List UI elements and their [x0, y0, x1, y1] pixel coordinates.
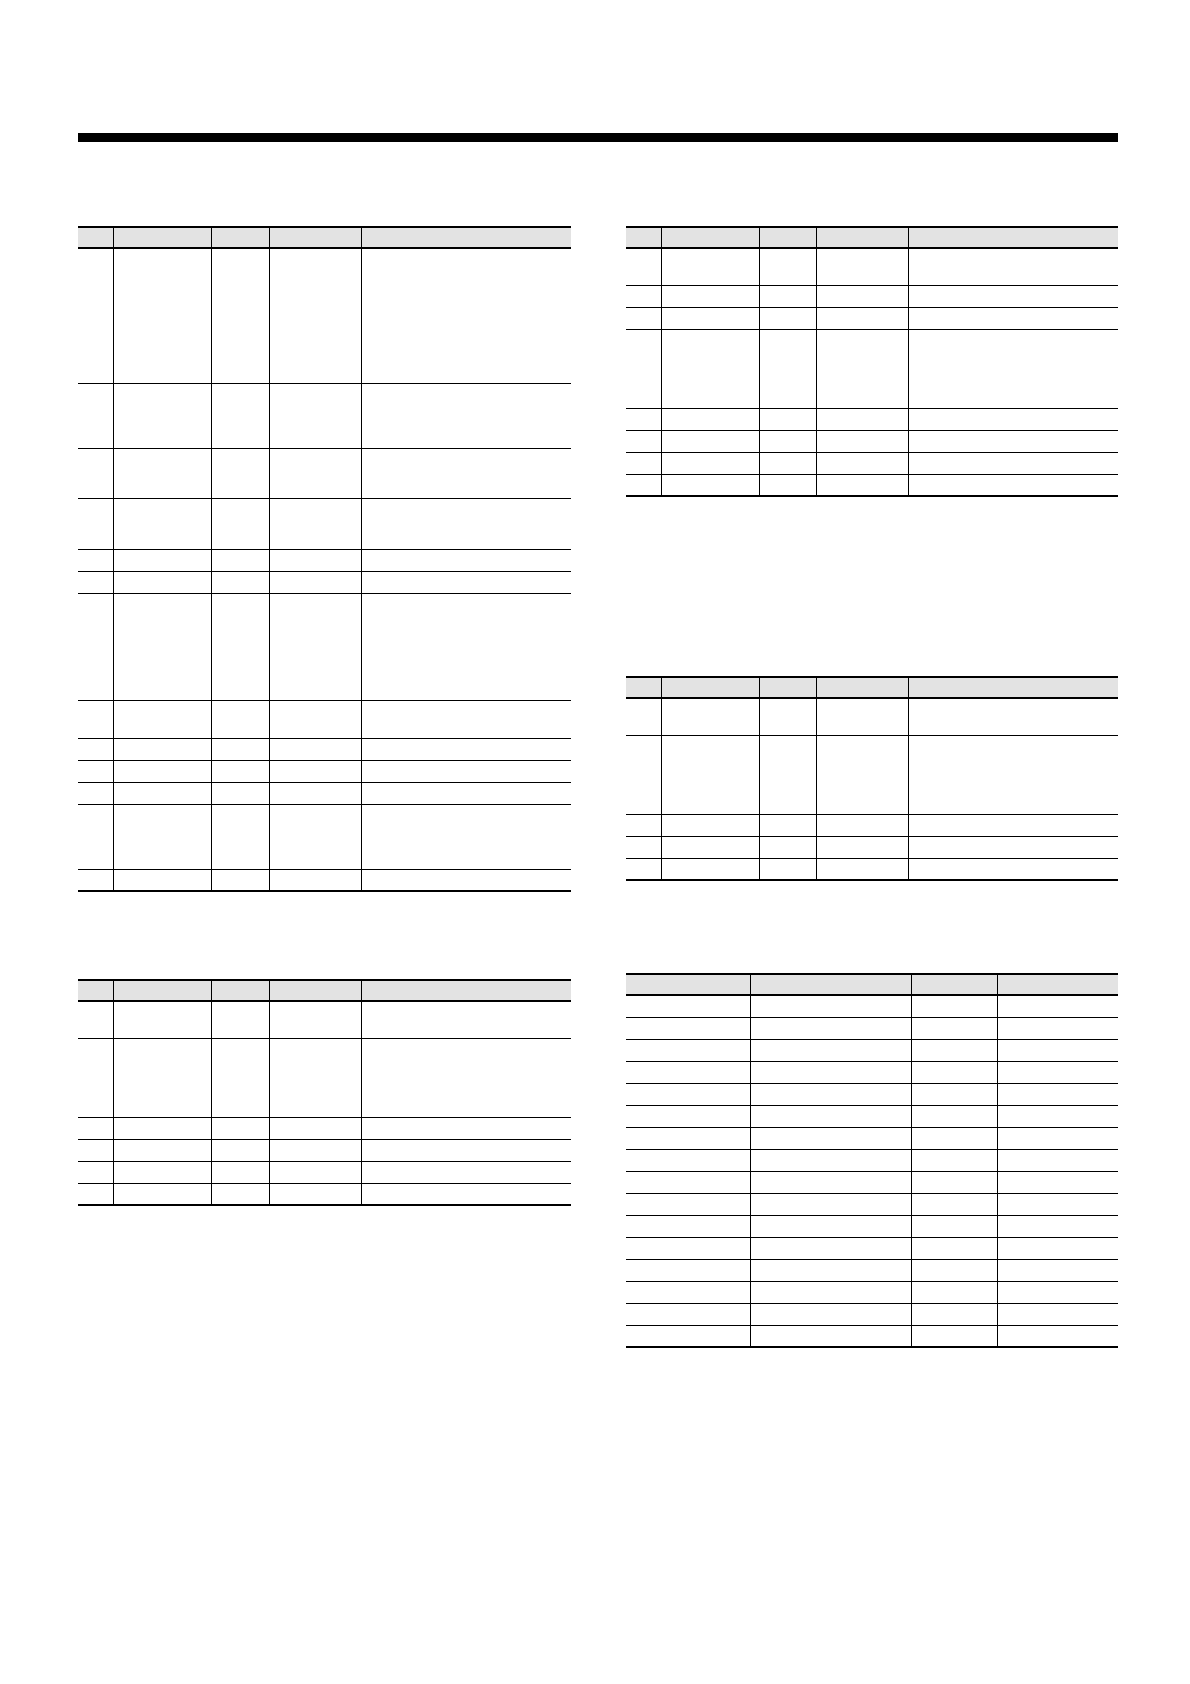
table-row: [626, 1215, 1118, 1237]
table-row: [78, 782, 571, 804]
table-row: [626, 735, 1118, 814]
table-header-row: [626, 227, 1118, 248]
table-row: [626, 1325, 1118, 1347]
table-row: [78, 700, 571, 738]
table-row: [626, 1105, 1118, 1127]
table-row: [78, 869, 571, 891]
table-row: [626, 1039, 1118, 1061]
table-row: [626, 430, 1118, 452]
table-row: [626, 1171, 1118, 1193]
table-row: [626, 1193, 1118, 1215]
table-row: [78, 1161, 571, 1183]
table-row: [626, 1061, 1118, 1083]
table-header-row: [78, 980, 571, 1001]
table-row: [78, 1139, 571, 1161]
table-row: [626, 858, 1118, 880]
table-row: [626, 474, 1118, 496]
table-row: [626, 452, 1118, 474]
table-row: [78, 571, 571, 593]
table-row: [626, 408, 1118, 430]
table-row: [626, 285, 1118, 307]
parameter-table-1: [78, 226, 571, 892]
table-row: [78, 1038, 571, 1117]
table-row: [626, 1281, 1118, 1303]
table-row: [78, 593, 571, 700]
parameter-table-2: [78, 979, 571, 1206]
table-row: [78, 1183, 571, 1205]
table-row: [626, 814, 1118, 836]
table-header-row: [626, 974, 1118, 995]
table-row: [626, 1083, 1118, 1105]
table-row: [626, 329, 1118, 408]
table-row: [626, 836, 1118, 858]
table-row: [626, 248, 1118, 285]
table-row: [626, 1237, 1118, 1259]
table-row: [626, 995, 1118, 1017]
table-header-row: [626, 677, 1118, 698]
table-row: [78, 248, 571, 383]
table-row: [626, 698, 1118, 735]
table-row: [626, 1017, 1118, 1039]
table-row: [78, 498, 571, 549]
top-rule: [78, 133, 1118, 142]
table-row: [78, 383, 571, 448]
table-row: [626, 1127, 1118, 1149]
table-row: [626, 307, 1118, 329]
table-row: [626, 1149, 1118, 1171]
table-row: [78, 549, 571, 571]
table-header-row: [78, 227, 571, 248]
table-row: [78, 804, 571, 869]
table-row: [78, 738, 571, 760]
parameter-table-5: [626, 973, 1118, 1348]
table-row: [78, 760, 571, 782]
page-title: [0, 0, 1, 1]
parameter-table-4: [626, 676, 1118, 881]
table-row: [78, 448, 571, 498]
parameter-table-3: [626, 226, 1118, 497]
table-row: [626, 1259, 1118, 1281]
table-row: [78, 1117, 571, 1139]
table-row: [626, 1303, 1118, 1325]
table-row: [78, 1001, 571, 1038]
